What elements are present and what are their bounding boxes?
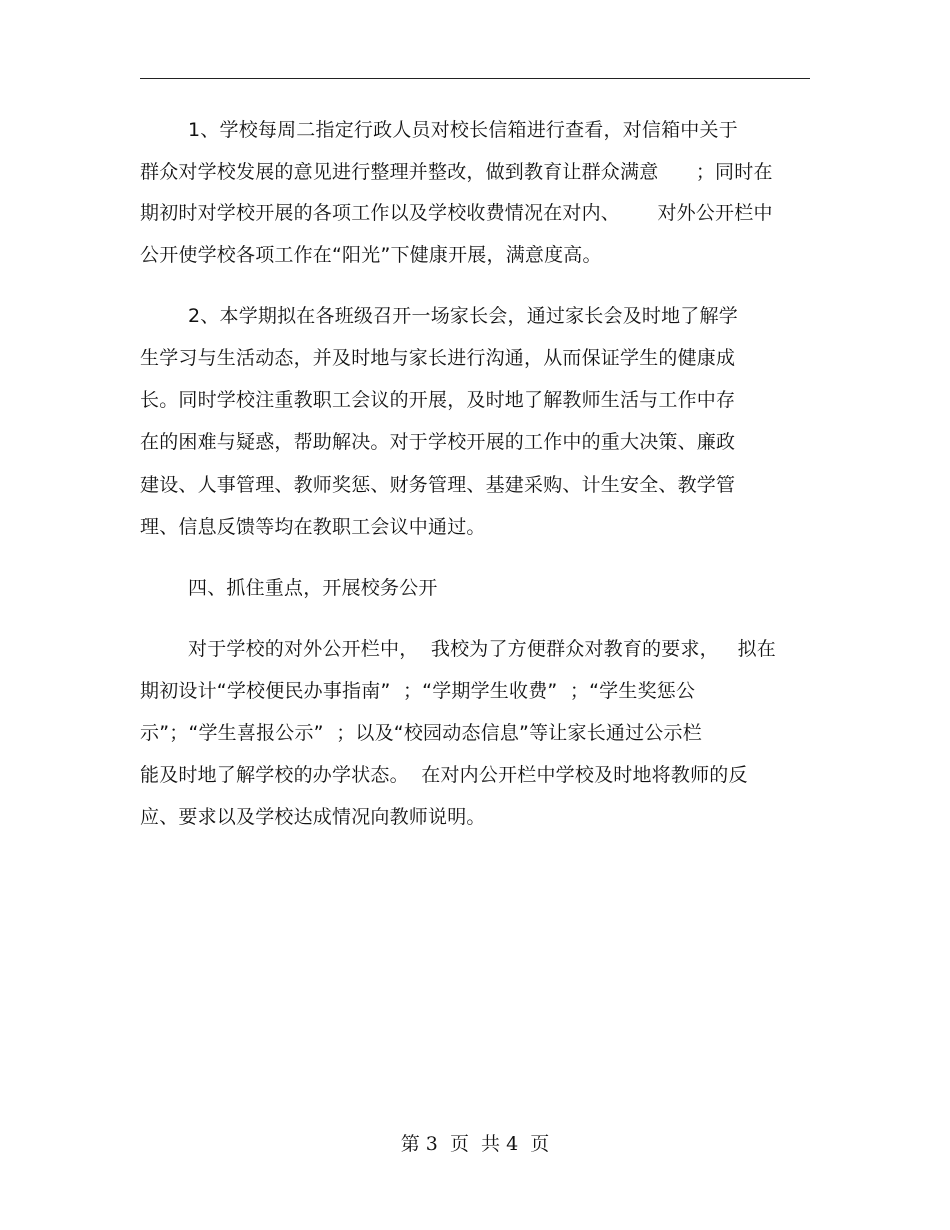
paragraph-1-line-1: 1、学校每周二指定行政人员对校长信箱进行查看，对信箱中关于 (188, 119, 738, 141)
paragraph-1-line-4: 公开使学校各项工作在“阳光”下健康开展，满意度高。 (140, 244, 602, 266)
paragraph-2-line-4: 在的困难与疑惑，帮助解决。对于学校开展的工作中的重大决策、廉政 (140, 431, 736, 453)
paragraph-2-line-5: 建设、人事管理、教师奖惩、财务管理、基建采购、计生安全、教学管 (140, 474, 736, 496)
paragraph-3-line-2: 期初设计“学校便民办事指南” ；“学期学生收费” ；“学生奖惩公 (140, 680, 696, 702)
section-heading: 四、抓住重点，开展校务公开 (188, 577, 438, 599)
paragraph-2-line-3: 长。同时学校注重教职工会议的开展，及时地了解教师生活与工作中存 (140, 389, 736, 411)
paragraph-1-line-2: 群众对学校发展的意见进行整理并整改，做到教育让群众满意 ；同时在 (140, 161, 773, 183)
paragraph-3-line-5: 应、要求以及学校达成情况向教师说明。 (140, 806, 486, 828)
header-rule (140, 78, 810, 79)
paragraph-3-line-1: 对于学校的对外公开栏中， 我校为了方便群众对教育的要求， 拟在 (188, 638, 776, 660)
paragraph-2-line-2: 生学习与生活动态，并及时地与家长进行沟通，从而保证学生的健康成 (140, 347, 736, 369)
paragraph-3-line-3: 示”；“学生喜报公示” ；以及“校园动态信息”等让家长通过公示栏 (140, 722, 702, 744)
page-number-footer: 第 3 页 共 4 页 (400, 1133, 550, 1155)
paragraph-3-line-4: 能及时地了解学校的办学状态。 在对内公开栏中学校及时地将教师的反 (140, 764, 748, 786)
paragraph-2-line-1: 2、本学期拟在各班级召开一场家长会，通过家长会及时地了解学 (188, 305, 738, 327)
paragraph-1-line-3: 期初时对学校开展的各项工作以及学校收费情况在对内、 对外公开栏中 (140, 202, 773, 224)
paragraph-2-line-6: 理、信息反馈等均在教职工会议中通过。 (140, 516, 486, 538)
